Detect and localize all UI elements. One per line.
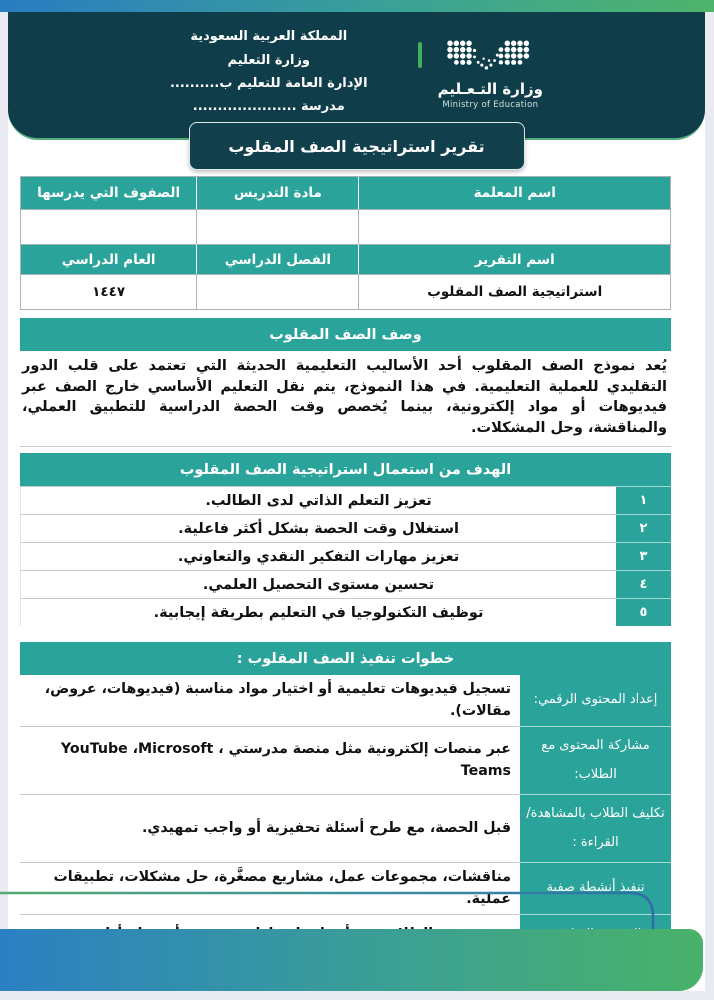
- top-gradient-bar: [0, 0, 714, 12]
- step-label: إعداد المحتوى الرقمي:: [519, 675, 671, 726]
- step-label: مشاركة المحتوى مع الطلاب:: [519, 726, 671, 794]
- info-header-report-name: اسم التقرير: [358, 244, 670, 274]
- goal-row: [20, 514, 671, 542]
- report-title-banner: تقرير استراتيجية الصف المقلوب: [189, 122, 525, 170]
- goal-row: [20, 570, 671, 598]
- info-value-classes: [21, 209, 196, 244]
- org-line-country: المملكة العربية السعودية: [190, 29, 348, 45]
- goal-number: ٥: [616, 598, 671, 626]
- logo-green-accent: [418, 42, 422, 68]
- footer-swoosh-line: [0, 890, 670, 932]
- step-text: تسجيل فيديوهات تعليمية أو اختيار مواد مناسبة (فيديوهات، عروض، مقالات).: [20, 675, 519, 726]
- step-row: [20, 726, 671, 794]
- report-body: [8, 140, 705, 955]
- report-info-table: [20, 176, 671, 310]
- info-value-report-name: استراتيجية الصف المقلوب: [358, 274, 670, 309]
- goal-text: توظيف التكنولوجيا في التعليم بطريقة إيجابية.: [20, 598, 616, 626]
- info-header-academic-year: العام الدراسي: [21, 244, 196, 274]
- goal-text: تعزيز مهارات التفكير النقدي والتعاوني.: [20, 542, 616, 570]
- goal-text: تعزيز التعلم الذاتي لدى الطالب.: [20, 486, 616, 514]
- org-identity-block: [170, 25, 368, 119]
- step-label: تكليف الطلاب بالمشاهدة/القراءة :: [519, 794, 671, 862]
- org-line-ministry: وزارة التعليم: [227, 52, 311, 68]
- info-value-academic-year: ١٤٤٧: [21, 274, 196, 309]
- info-header-subject: مادة التدريس: [196, 177, 358, 209]
- step-text: قبل الحصة، مع طرح أسئلة تحفيزية أو واجب تمهيدي.: [20, 794, 519, 862]
- ministry-wordmark-english: Ministry of Education: [442, 100, 539, 110]
- ministry-header: [8, 12, 705, 140]
- goal-number: ٤: [616, 570, 671, 598]
- goal-text: تحسين مستوى التحصيل العلمي.: [20, 570, 616, 598]
- footer-gradient-bar: [0, 929, 703, 991]
- goal-row: [20, 598, 671, 626]
- goal-number: ١: [616, 486, 671, 514]
- ministry-wordmark-arabic: وزارة التـعـليم: [437, 80, 544, 98]
- ministry-logo: [432, 36, 543, 110]
- step-row: [20, 794, 671, 862]
- info-value-semester: [196, 274, 358, 309]
- ministry-dots-logo-icon: [440, 36, 540, 76]
- info-header-classes: الصفوف التي يدرسها: [21, 177, 196, 209]
- goal-number: ٣: [616, 542, 671, 570]
- org-line-school: مدرسة .....................: [192, 99, 345, 115]
- step-text: عبر منصات إلكترونية مثل منصة مدرستي ، YouTube ،Microsoft Teams: [20, 726, 519, 794]
- goal-text: استغلال وقت الحصة بشكل أكثر فاعلية.: [20, 514, 616, 542]
- info-header-semester: الفصل الدراسي: [196, 244, 358, 274]
- goal-number: ٢: [616, 514, 671, 542]
- org-line-directorate: الإدارة العامة للتعليم ب..........: [169, 76, 368, 91]
- section-title-steps: خطوات تنفيذ الصف المقلوب :: [20, 642, 671, 675]
- step-row: [20, 675, 671, 726]
- document-page: [8, 12, 705, 991]
- section-title-goals: الهدف من استعمال استراتيجية الصف المقلوب: [20, 453, 671, 486]
- description-paragraph: يُعد نموذج الصف المقلوب أحد الأساليب التعليمية الحديثة التي تعتمد على قلب الدور التقليدي للعملية التعليمية. في هذا النموذج، يتم نقل التعليم الأساسي خارج الصف عبر فيديوهات أو مواد إلكترونية، بينما يُخصص وقت الحصة الدراسية للتطبيق العملي، والمناقشة، وحل المشكلات.: [20, 351, 671, 447]
- info-value-teacher-name: [358, 209, 670, 244]
- goal-row: [20, 486, 671, 514]
- step-text: مناقشات، مجموعات عمل، مشاريع مصغَّرة، حل مشكلات، تطبيقات عملية.: [20, 862, 519, 914]
- info-header-teacher-name: اسم المعلمة: [358, 177, 670, 209]
- goals-section: [20, 453, 671, 626]
- goal-row: [20, 542, 671, 570]
- section-title-description: وصف الصف المقلوب: [20, 318, 671, 351]
- step-label: تنفيذ أنشطة صفية: [519, 862, 671, 914]
- info-value-subject: [196, 209, 358, 244]
